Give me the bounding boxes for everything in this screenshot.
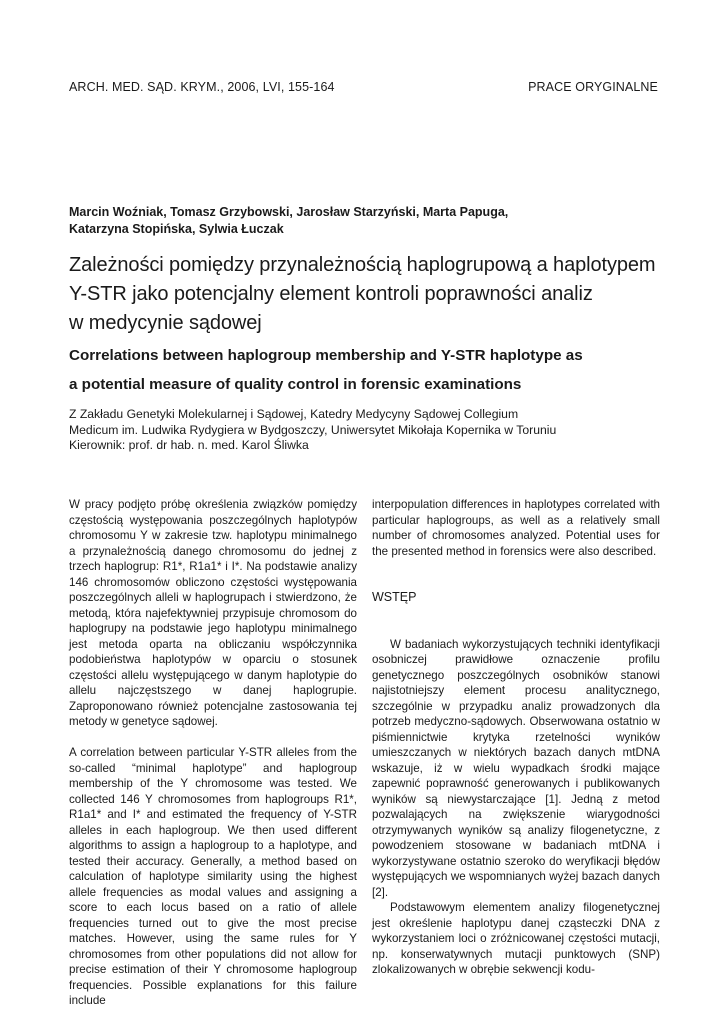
affiliation-line: Z Zakładu Genetyki Molekularnej i Sądowej, Katedry Medycyny Sądowej Collegium (69, 407, 519, 421)
abstract-english: A correlation between particular Y-STR alleles from the so-called “minimal haplotype” and haplogroup membership of the Y chromosome was tested. We collected 146 Y chromosomes from haplogroups R1*, R1a1* and I* and estimated the frequency of Y-STR alleles in each haplogroup. We then used different algorithms to assign a haplogroup to a haplotype, and tested their accuracy. Generally, a method based on calculation of haplotype similarity using the highest allele frequencies as modal values and assigning a score to each locus based on a ratio of allele frequencies turned out to give the most precise matches. However, using the same rules for Y chromosomes from other populations did not allow for precise estimation of their Y chromosome haplogroup frequencies. Possible explanations for this failure include (69, 746, 357, 1007)
title-line: Zależności pomiędzy przynależnością haplogrupową a haplotypem (69, 254, 656, 276)
affiliation (69, 407, 669, 454)
left-column (69, 497, 357, 1009)
affiliation-line: Medicum im. Ludwika Rydygiera w Bydgoszczy, Uniwersytet Mikołaja Kopernika w Toruniu (69, 422, 557, 437)
author-line: Marcin Woźniak, Tomasz Grzybowski, Jarosław Starzyński, Marta Papuga, (69, 205, 509, 219)
intro-paragraph: W badaniach wykorzystujących techniki identyfikacji osobniczej prawidłowe oznaczenie profilu genetycznego poszczególnych osobników stanowi najistotniejszy element procesu analitycznego, szczególnie w przypadku analiz prowadzonych dla potrzeb medyczno-sądowych. Obserwowana ostatnio w piśmiennictwie krytyka rzetelności wyników umieszczanych w niektórych bazach danych mtDNA wskazuje, iż w wielu wypadkach środki mające zapewnić poprawność generowanych i publikowanych wyników są niewystarczające [1]. Jedną z metod pozwalających na zwiększenie wiarygodności otrzymywanych wyników są analizy filogenetyczne, z powodzeniem stosowane w badaniach mtDNA i wykorzystywane ostatnio szeroko do weryfikacji błędów występujących we wspomnianych wyżej bazach danych [2]. (372, 637, 660, 899)
title-line: Correlations between haplogroup membership and Y-STR haplotype as (69, 347, 583, 364)
title-line: Y-STR jako potencjalny element kontroli poprawności analiz (69, 283, 593, 305)
article-title-english (69, 341, 669, 399)
right-column (372, 497, 660, 978)
author-list (69, 204, 669, 238)
title-line: w medycynie sądowej (69, 312, 262, 334)
author-line: Katarzyna Stopińska, Sylwia Łuczak (69, 222, 284, 236)
section-heading: WSTĘP (372, 590, 417, 604)
affiliation-line: Kierownik: prof. dr hab. n. med. Karol Śliwka (69, 438, 309, 452)
abstract-english-continued: interpopulation differences in haplotypes correlated with particular haplogroups, as well as a relatively small number of chromosomes analyzed. Potential uses for the presented method in forensics were also described. (372, 498, 660, 558)
section-label: PRACE ORYGINALNE (528, 80, 658, 94)
title-line: a potential measure of quality control in forensic examinations (69, 376, 522, 393)
article-title-polish (69, 251, 679, 338)
abstract-polish: W pracy podjęto próbę określenia związków pomiędzy częstością występowania poszczególnych haplotypów chromosomu Y w zakresie tzw. haplotypu minimalnego a przynależnością danego chromosomu do jednej z trzech haplogrup: R1*, R1a1* i I*. Na podstawie analizy 146 chromosomów obliczono częstości występowania poszczególnych alleli w haplogrupach i stwierdzono, że metodą, która najefektywniej przypisuje chromosom do haplogrupy na podstawie jego haplotypu minimalnego jest metoda oparta na obliczaniu współczynnika podobieństwa haplotypów w oparciu o stosunek częstości allelu występującego w danym haplotypie do allelu najczęstszego w danej haplogrupie. Zaproponowano również potencjalne zastosowania tej metody w genetyce sądowej. (69, 498, 357, 728)
intro-paragraph: Podstawowym elementem analizy filogenetycznej jest określenie haplotypu danej cząsteczki DNA z wykorzystaniem loci o zróżnicowanej częstości mutacji, np. konserwatywnych mutacji punktowych (SNP) zlokalizowanych w obrębie sekwencji kodu- (372, 901, 660, 976)
journal-citation: ARCH. MED. SĄD. KRYM., 2006, LVI, 155-164 (69, 80, 335, 94)
